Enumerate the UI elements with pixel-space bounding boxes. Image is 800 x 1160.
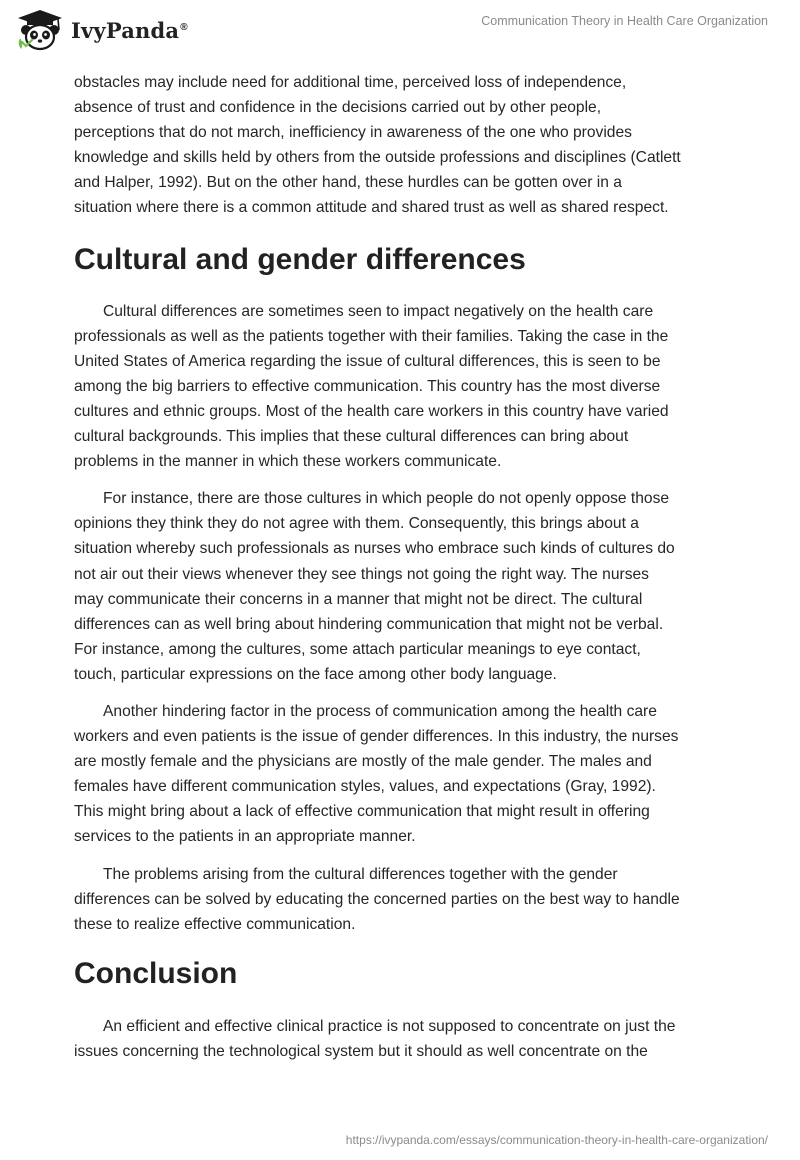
text-line: issues concerning the technological system but it should as well concentrate on the [74, 1042, 648, 1060]
paragraph-cultural-2 [74, 486, 734, 687]
text-line: obstacles may include need for additional time, perceived loss of independence, [74, 74, 627, 91]
text-line: not air out their views whenever they see things not going the right way. The nurses [74, 565, 649, 583]
text-line: For instance, there are those cultures in which people do not openly oppose those [103, 490, 670, 508]
text-line: problems in the manner in which these workers communicate. [74, 453, 502, 471]
text-line: cultural backgrounds. This implies that these cultural differences can bring about [74, 428, 629, 446]
text-line: United States of America regarding the issue of cultural differences, this is seen to be [74, 352, 661, 370]
text-line: situation whereby such professionals as nurses who embrace such kinds of cultures do [74, 540, 675, 558]
text-line: cultures and ethnic groups. Most of the health care workers in this country have varied [74, 402, 669, 420]
text-line: situation where there is a common attitude and shared trust as well as shared respect. [74, 199, 669, 217]
text-line: and Halper, 1992). But on the other hand, these hurdles can be gotten over in a [74, 174, 622, 192]
paragraph-cultural-1 [74, 299, 734, 475]
text-line: perceptions that do not march, inefficiency in awareness of the one who provides [74, 124, 632, 142]
text-line: may communicate their concerns in a manner that might not be direct. The cultural [74, 590, 643, 608]
text-line: differences can as well bring about hindering communication that might not be verbal. [74, 615, 664, 633]
text-line: An efficient and effective clinical practice is not supposed to concentrate on just the [103, 1017, 676, 1035]
page-header [0, 0, 800, 60]
text-line: Cultural differences are sometimes seen to impact negatively on the health care [103, 302, 654, 320]
text-line: females have different communication styles, values, and expectations (Gray, 1992). [74, 778, 656, 796]
intro-paragraph [74, 70, 734, 221]
text-line: differences can be solved by educating the concerned parties on the best way to handle [74, 890, 680, 908]
text-line: For instance, among the cultures, some attach particular meanings to eye contact, [74, 640, 641, 658]
essay-content [74, 70, 734, 1076]
text-line: The problems arising from the cultural differences together with the gender [103, 865, 618, 883]
text-line: absence of trust and confidence in the decisions carried out by other people, [74, 99, 602, 117]
text-line: Another hindering factor in the process of communication among the health care [103, 702, 657, 720]
text-line: services to the patients in an appropriate manner. [74, 828, 416, 846]
text-line: these to realize effective communication. [74, 915, 356, 933]
source-url[interactable]: https://ivypanda.com/essays/communication-theory-in-health-care-organization/ [345, 1133, 768, 1147]
section-heading-conclusion: Conclusion [74, 956, 238, 990]
text-line: professionals as well as the patients together with their families. Taking the case in the [74, 327, 669, 345]
text-line: workers and even patients is the issue of gender differences. In this industry, the nurses [74, 728, 679, 746]
text-line: opinions they think they do not agree with them. Consequently, this brings about a [74, 515, 639, 533]
paragraph-solution [74, 862, 734, 937]
paragraph-gender [74, 699, 734, 850]
paragraph-conclusion-1 [74, 1014, 734, 1064]
section-heading-cultural-gender: Cultural and gender differences [74, 242, 526, 276]
panda-graduate-icon [14, 8, 66, 52]
logo-wordmark: IvyPanda® [71, 17, 188, 43]
text-line: touch, particular expressions on the face among other body language. [74, 665, 557, 683]
ivypanda-logo[interactable] [14, 8, 188, 52]
text-line: among the big barriers to effective communication. This country has the most diverse [74, 377, 661, 395]
text-line: are mostly female and the physicians are mostly of the male gender. The males and [74, 753, 652, 771]
document-title: Communication Theory in Health Care Organization [481, 14, 768, 28]
text-line: knowledge and skills held by others from the outside professions and disciplines (Catlett [74, 149, 681, 167]
text-line: This might bring about a lack of effective communication that might result in offering [74, 803, 650, 821]
